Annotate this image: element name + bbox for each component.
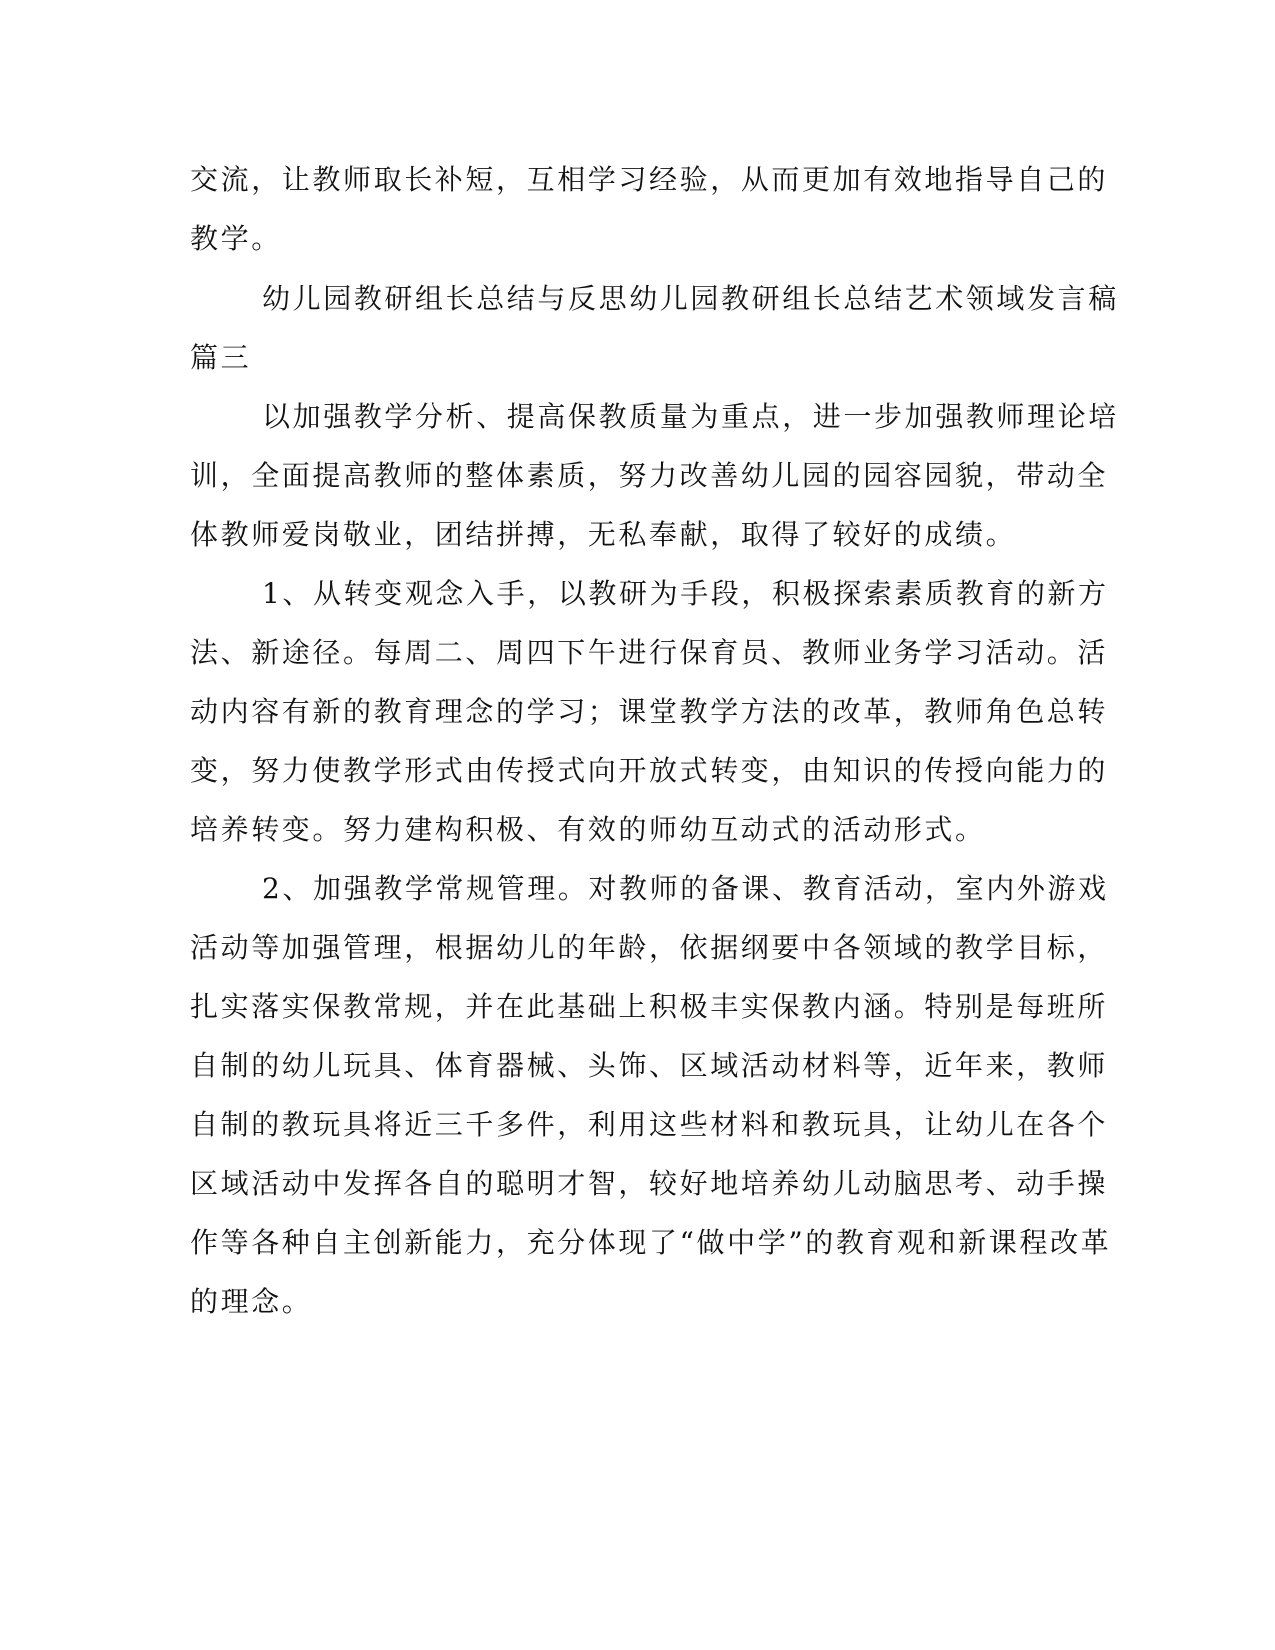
text-line: 交流，让教师取长补短，互相学习经验，从而更加有效地指导自己的 [190, 163, 1109, 196]
text-line: 作等各种自主创新能力，充分体现了“做中学”的教育观和新课程改革 [190, 1226, 1112, 1259]
text-line: 以加强教学分析、提高保教质量为重点，进一步加强教师理论培 [262, 400, 1119, 433]
text-line: 活动等加强管理，根据幼儿的年龄，依据纲要中各领域的教学目标， [190, 931, 1109, 964]
text-line: 训，全面提高教师的整体素质，努力改善幼儿园的园容园貌，带动全 [190, 459, 1109, 492]
text-line: 变，努力使教学形式由传授式向开放式转变，由知识的传授向能力的 [190, 754, 1109, 787]
text-line: 扎实落实保教常规，并在此基础上积极丰实保教内涵。特别是每班所 [190, 990, 1109, 1023]
text-line: 培养转变。努力建构积极、有效的师幼互动式的活动形式。 [190, 813, 986, 846]
text-line: 2、加强教学常规管理。对教师的备课、教育活动，室内外游戏 [262, 872, 1109, 905]
text-line: 教学。 [190, 222, 282, 255]
text-line: 法、新途径。每周二、周四下午进行保育员、教师业务学习活动。活 [190, 636, 1109, 669]
text-line: 1、从转变观念入手，以教研为手段，积极探索素质教育的新方 [262, 577, 1109, 610]
section-heading-line: 幼儿园教研组长总结与反思幼儿园教研组长总结艺术领域发言稿 [262, 282, 1119, 315]
text-line: 动内容有新的教育理念的学习；课堂教学方法的改革，教师角色总转 [190, 695, 1109, 728]
text-line: 自制的教玩具将近三千多件，利用这些材料和教玩具，让幼儿在各个 [190, 1108, 1109, 1141]
text-line: 的理念。 [190, 1285, 313, 1318]
text-line: 区域活动中发挥各自的聪明才智，较好地培养幼儿动脑思考、动手操 [190, 1167, 1109, 1200]
text-line: 体教师爱岗敬业，团结拼搏，无私奉献，取得了较好的成绩。 [190, 518, 1017, 551]
text-line: 自制的幼儿玩具、体育器械、头饰、区域活动材料等，近年来，教师 [190, 1049, 1109, 1082]
section-heading-line: 篇三 [190, 341, 252, 374]
